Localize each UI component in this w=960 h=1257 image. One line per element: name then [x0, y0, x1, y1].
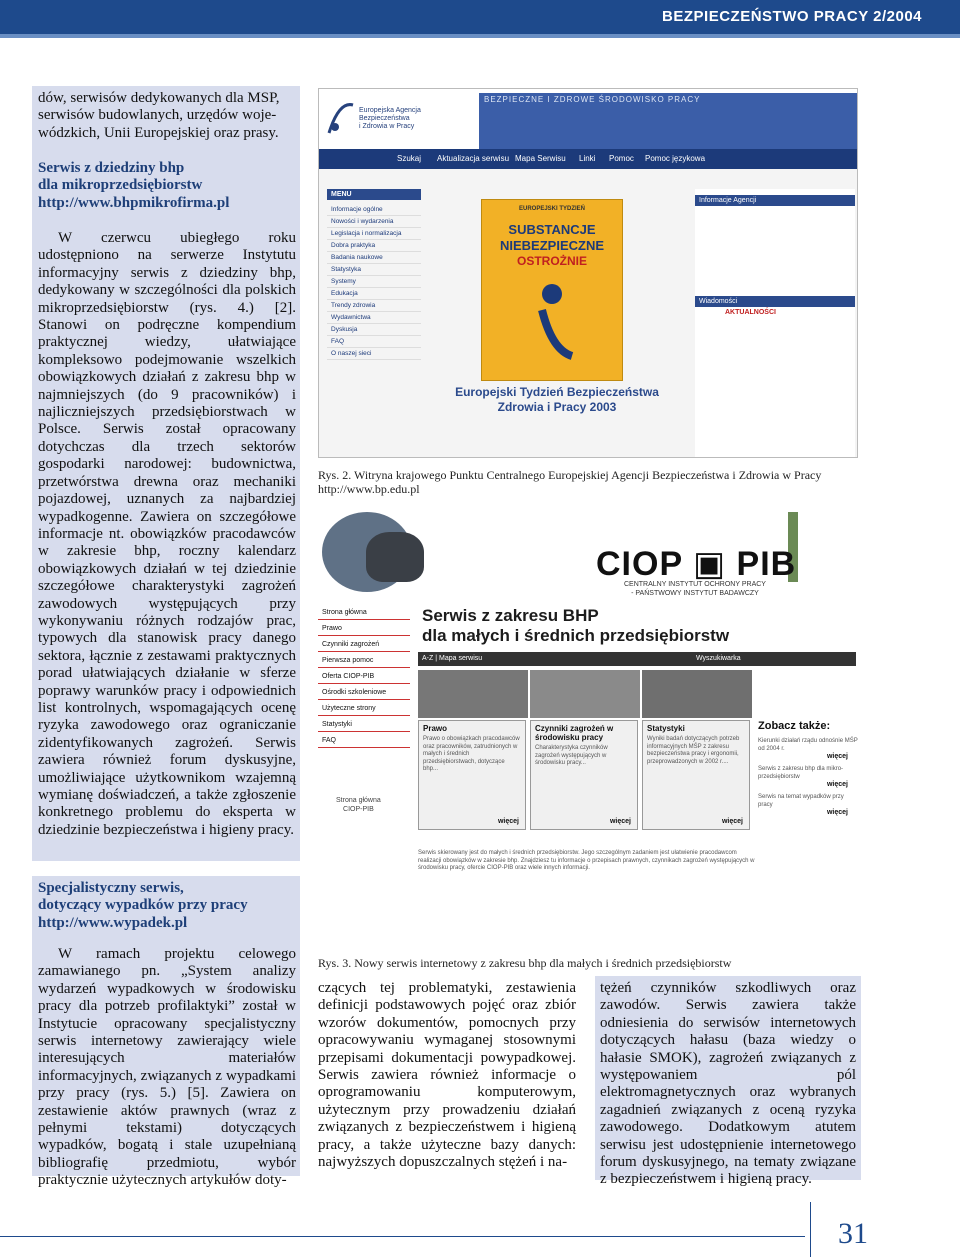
eu-menu-title: MENU [327, 189, 421, 200]
figure3-caption: Rys. 3. Nowy serwis internetowy z zakresu bhp dla małych i średnich przedsiębiorstw [318, 956, 732, 970]
msp-menu-item[interactable]: Strona główna [318, 606, 410, 620]
nav-help[interactable]: Pomoc [609, 154, 634, 163]
msp-menu-item[interactable]: Czynniki zagrożeń [318, 638, 410, 652]
eu-menu-item[interactable]: Badania naukowe [327, 252, 421, 264]
section1-heading: Serwis z dziedziny bhp dla mikroprzedsiębiorstw http://www.bhpmikrofirma.pl [38, 160, 230, 211]
photo-workers [530, 670, 640, 718]
eu-nav [319, 149, 857, 169]
msp-menu-item[interactable]: Oferta CIOP-PIB [318, 670, 410, 684]
campaign-poster[interactable]: EUROPEJSKI TYDZIEŃ SUBSTANCJE NIEBEZPIECZNE OSTROŻNIE [481, 199, 623, 381]
eu-menu-item[interactable]: Informacje ogólne [327, 204, 421, 216]
see-also-item[interactable]: Serwis na temat wypadków przy pracy [758, 794, 844, 808]
figure2-caption: Rys. 2. Witryna krajowego Punktu Centralnego Europejskiej Agencji Bezpieczeństwa i Zdrowia w Pracy http://www.bp.edu.pl [318, 468, 822, 496]
nav-links[interactable]: Linki [579, 154, 596, 163]
campaign-week-title: Europejski Tydzień Bezpieczeństwa Zdrowia i Pracy 2003 [455, 385, 659, 414]
footer-divider [810, 1202, 811, 1257]
news-label: AKTUALNOŚCI [725, 309, 776, 316]
eu-menu-item[interactable]: Systemy [327, 276, 421, 288]
see-also-more[interactable]: więcej [826, 753, 848, 760]
journal-title: BEZPIECZEŃSTWO PRACY 2/2004 [662, 8, 922, 25]
eu-menu-item[interactable]: Trendy zdrowia [327, 300, 421, 312]
see-also-box [758, 720, 858, 816]
search-link[interactable]: Wyszukiwarka [696, 655, 741, 662]
eu-menu [327, 189, 421, 360]
section2-heading: Specjalistyczny serwis, dotyczący wypadków przy pracy http://www.wypadek.pl [38, 880, 248, 931]
agency-info-heading: Informacje Agencji [695, 195, 855, 206]
photo-worker [642, 670, 752, 718]
panel-stats[interactable]: Statystyki Wyniki badań dotyczących potrzeb informacyjnych MŚP z zakresu bezpieczeństwa pracy i ergonomii, przeprowadzonych w 2002 r.... więcej [642, 720, 750, 830]
figure3-screenshot [318, 508, 858, 948]
eu-menu-item[interactable]: Nowości i wydarzenia [327, 216, 421, 228]
see-also-more[interactable]: więcej [826, 781, 848, 788]
ciop-subtitle: CENTRALNY INSTYTUT OCHRONY PRACY - PAŃSTWOWY INSTYTUT BADAWCZY [624, 581, 766, 597]
az-map-link[interactable]: A-Z | Mapa serwisu [422, 655, 483, 662]
panel-stats-more[interactable]: więcej [721, 818, 743, 825]
msp-menu [318, 606, 410, 750]
column-c-text: tężeń czynników szkodliwych oraz zawodów. Serwis zawiera także odniesienia do serwisów internetowych dotyczących hałasu (baza wiedzy o hałasie SMOK), zagrożeń związanych z występowaniem pól elektromagnetycznych oraz wybranych zagadnień związanych z oceną ryzyka zawodowego. Dodatkowym atutem serwisu jest udostępnienie internetowego forum dyskusyjnego, na tematy związane z bezpieczeństwem i higieną pracy. [600, 980, 856, 1188]
msp-menu-item[interactable]: FAQ [318, 734, 410, 748]
see-also-more[interactable]: więcej [826, 809, 848, 816]
eu-menu-item[interactable]: FAQ [327, 336, 421, 348]
eu-agency-logo: Europejska Agencja Bezpieczeństwa i Zdrowia w Pracy [325, 97, 435, 137]
panel-hazards[interactable]: Czynniki zagrożeń w środowisku pracy Charakterystyka czynników zagrożeń występujących w środowisku pracy... więcej [530, 720, 638, 830]
agency-emblem-icon [325, 97, 355, 137]
section2-body: W ramach projektu celowego zamawianego pn. „System analizy wydarzeń wypadkowych w środowisku pracy dla potrzeb profilaktyki” został w Instytucie opracowany specjalistyczny serwis internetowy zawierający wiele interesujących materiałów informacyjnych, związanych z wypadkami przy pracy (rys. 5.) [5]. Zawiera on zestawienie aktów prawnych (wraz z pełnymi tekstami) dotyczących wypadków, bogatą i stale uzupełnianą bibliografię przedmiotu, wybór praktycznie użytecznych artykułów doty- [38, 946, 296, 1189]
news-heading: Wiadomości [695, 296, 855, 307]
see-also-title: Zobacz także: [758, 720, 831, 732]
msp-toolbar [418, 652, 856, 666]
eu-right-panel [695, 189, 855, 457]
agency-info-block [695, 206, 855, 290]
nav-lang-help[interactable]: Pomoc językowa [645, 154, 706, 163]
page-number: 31 [838, 1217, 868, 1250]
msp-menu-item[interactable]: Ośrodki szkoleniowe [318, 686, 410, 700]
intro-text: dów, serwisów dedykowanych dla MSP, serwisów budowlanych, urzędów woje- wódzkich, Unii Europejskiej oraz prasy. [38, 90, 280, 141]
nav-map[interactable]: Mapa Serwisu [515, 154, 566, 163]
eu-menu-item[interactable]: Dobra praktyka [327, 240, 421, 252]
poster-figure-icon [522, 280, 582, 360]
nav-update[interactable]: Aktualizacja serwisu [437, 154, 510, 163]
glove-image [366, 532, 424, 582]
eu-menu-item[interactable]: O naszej sieci [327, 348, 421, 360]
panel-law-more[interactable]: więcej [497, 818, 519, 825]
column-b-text: czących tej problematyki, zestawienia definicji podstawowych pojęć oraz zbiór wzorów dokumentów, pomocnych przy opracowywaniu wymaganej stosownymi przepisami dokumentacji powypadkowej. Serwis zawiera również informacje o oprogramowaniu komputerowym, użytecznym przy prowadzeniu działań związanych z bezpieczeństwem i higieną pracy, a także użyteczne bazy danych: najwyższych dopuszczalnych stężeń i na- [318, 980, 576, 1171]
eu-menu-item[interactable]: Dyskusja [327, 324, 421, 336]
ciop-logo: CIOP ▣ PIB [596, 545, 797, 583]
figure2-screenshot [318, 88, 858, 458]
ciop-home-link[interactable]: Strona główna CIOP-PIB [336, 797, 381, 813]
see-also-item[interactable]: Serwis z zakresu bhp dla mikro-przedsiębiorstw [758, 766, 844, 780]
panel-law[interactable]: Prawo Prawo o obowiązkach pracodawców oraz pracowników, zatrudnionych w małych i średnich przedsiębiorstwach, dotyczące bhp... więcej [418, 720, 526, 830]
eu-banner-text: BEZPIECZNE I ZDROWE ŚRODOWISKO PRACY [484, 95, 701, 104]
header-strip [0, 34, 960, 38]
msp-site-title: Serwis z zakresu BHP dla małych i średnich przedsiębiorstw [422, 606, 730, 645]
panel-hazards-more[interactable]: więcej [609, 818, 631, 825]
msp-menu-item[interactable]: Pierwsza pomoc [318, 654, 410, 668]
eu-menu-item[interactable]: Legislacja i normalizacja [327, 228, 421, 240]
footer-line [0, 1236, 805, 1237]
eu-menu-item[interactable]: Wydawnictwa [327, 312, 421, 324]
nav-search[interactable]: Szukaj [397, 154, 422, 163]
eu-menu-item[interactable]: Edukacja [327, 288, 421, 300]
msp-menu-item[interactable]: Statystyki [318, 718, 410, 732]
eu-menu-item[interactable]: Statystyka [327, 264, 421, 276]
msp-description: Serwis skierowany jest do małych i średnich przedsiębiorstw. Jego szczególnym zadaniem jest ułatwienie pracodawcom realizacji obowiązków w zakresie bhp. Znajdziesz tu informacje o przepisach prawnych, czynnikach zagrożeń występujących w środowisku pracy, ofercie CIOP-PIB oraz wiele innych informacji. [418, 850, 755, 871]
photo-paragraph [418, 670, 528, 718]
msp-menu-item[interactable]: Prawo [318, 622, 410, 636]
section1-body: W czerwcu ubiegłego roku udostępniono na serwerze Instytutu informacyjny serwis z dziedziny bhp, dedykowany w szczególności dla polskich mikroprzedsiębiorstw (rys. 4.) [2]. Stanowi on podręczne kompendium praktycznej wiedzy, ułatwiające kompleksowo podejmowanie wszelkich obowiązkowych działań z zakresu bhp w najmniejszych (do 9 pracowników) i najliczniejszych przedsiębiorstwach w Polsce. Serwis został opracowany dotychczas dla trzech sektorów gospodarki narodowej: budownictwa, przetwórstwa drewna oraz mechaniki pojazdowej, uznanych za najbardziej wypadkogenne. Zawiera on szczegółowe informacje nt. obowiązków pracodawców w zakresie bhp, roczny kalendarz obowiązkowych działań w tej dziedzinie szczegółowe charakterystyki zagrożeń zawodowych występujących przy wykonywaniu różnych rodzajów prac, typowych dla stanowisk pracy danego sektora, łącznie z zestawami praktycznych porad ułatwiających działanie w sferze poprawy warunków pracy i odpowiednich list kontrolnych, wspomagających ocenę ryzyka zawodowego oraz ograniczanie zidentyfikowanych zagrożeń. Serwis zawiera również forum dyskusyjne, umożliwiające użytkownikom wzajemną wymianę doświadczeń, a także zgłoszenie konkretnego problemu do eksperta w dziedzinie bezpieczeństwa i higieny pracy. [38, 230, 296, 838]
see-also-item[interactable]: Kierunki działań rządu odnośnie MŚP od 2004 r. [758, 738, 858, 752]
msp-menu-item[interactable]: Użyteczne strony [318, 702, 410, 716]
